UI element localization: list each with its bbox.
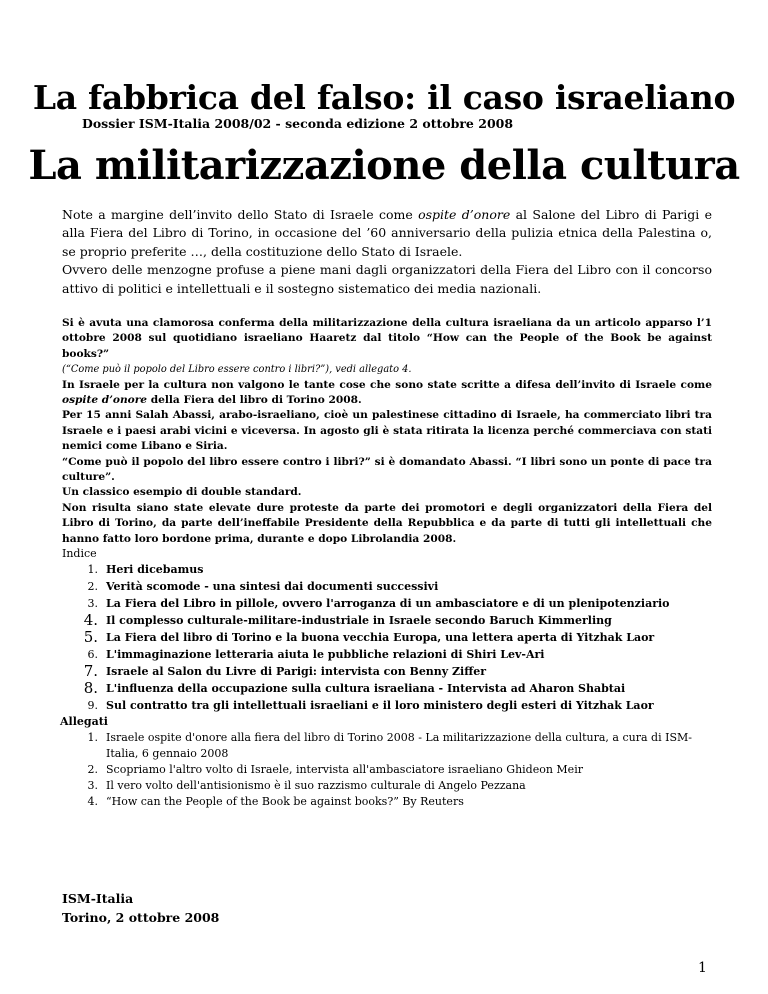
toc-item: 5. La Fiera del libro di Torino e la buona vecchia Europa, una lettera aperta di Yitzhak Laor bbox=[83, 628, 655, 646]
indice-header: Indice bbox=[62, 547, 97, 560]
dossier-subtitle: Dossier ISM-Italia 2008/02 - seconda edizione 2 ottobre 2008 bbox=[82, 116, 514, 131]
bold-paragraph-3: Per 15 anni Salah Abassi, arabo-israeliano, cioè un palestinese cittadino di Israele, ha commerciato libri tra Israele e i paesi arabi vicini e viceversa. In agosto gli è stata ritirata la licenza perché commerciava con stati nemici come Libano e Siria. bbox=[62, 409, 712, 453]
attachment-item: 4. “How can the People of the Book be against books?” By Reuters bbox=[87, 795, 464, 808]
toc-item: 9. Sul contratto tra gli intellettuali israeliani e il loro ministero degli esteri di Yitzhak Laor bbox=[87, 699, 654, 712]
toc-item: 6. L'immaginazione letteraria aiuta le pubbliche relazioni di Shiri Lev-Ari bbox=[87, 648, 545, 661]
table-of-contents bbox=[62, 546, 722, 810]
footer-place-date: Torino, 2 ottobre 2008 bbox=[62, 910, 220, 925]
toc-item: 1. Heri dicebamus bbox=[87, 563, 204, 576]
toc-item: 7. Israele al Salon du Livre di Parigi: intervista con Benny Ziffer bbox=[83, 662, 487, 680]
intro-paragraph-2: Ovvero delle menzogne profuse a piene mani dagli organizzatori della Fiera del Libro con il concorso attivo di politici e intellettuali e il sostegno sistematico dei media nazionali. bbox=[62, 262, 712, 296]
toc-item: 2. Verità scomode - una sintesi dai documenti successivi bbox=[87, 580, 439, 593]
bold-paragraph-2: In Israele per la cultura non valgono le tante cose che sono state scritte a difesa dell’invito di Israele come ospite d’onore della Fiera del libro di Torino 2008. bbox=[62, 378, 712, 407]
intro-paragraph-1: Note a margine dell’invito dello Stato di Israele come ospite d’onore al Salone del Libro di Parigi e alla Fiera del Libro di Torino, in occasione del ’60 anniversario della pulizia etnica della Palestina o, se proprio preferite …, della costituzione dello Stato di Israele. bbox=[62, 207, 712, 259]
toc-item: 4. Il complesso culturale-militare-industriale in Israele secondo Baruch Kimmerling bbox=[83, 611, 612, 629]
allegati-header: Allegati bbox=[60, 715, 108, 728]
intro-section bbox=[62, 206, 712, 298]
attachment-item: 2. Scopriamo l'altro volto di Israele, intervista all'ambasciatore israeliano Ghideon Meir bbox=[87, 763, 583, 776]
emphasis-ospite: ospite d’onore bbox=[418, 207, 511, 222]
bold-paragraph-note: (“Come può il popolo del Libro essere contro i libri?”), vedi allegato 4. bbox=[62, 364, 412, 376]
bold-section bbox=[62, 316, 712, 547]
footer-org: ISM-Italia bbox=[62, 891, 134, 906]
toc-item: 8. L'influenza della occupazione sulla cultura israeliana - Intervista ad Aharon Shabtai bbox=[83, 679, 626, 697]
document-title: La fabbrica del falso: il caso israeliano bbox=[32, 78, 736, 117]
bold-paragraph-4: “Come può il popolo del libro essere contro i libri?” si è domandato Abassi. “I libri sono un ponte di pace tra culture”. bbox=[62, 455, 712, 484]
toc-item: 3. La Fiera del Libro in pillole, ovvero l'arroganza di un ambasciatore e di un plenipotenziario bbox=[87, 597, 670, 610]
attachment-item: 1. Israele ospite d'onore alla fiera del libro di Torino 2008 - La militarizzazione della cultura, a cura di ISM-Italia, 6 gennaio 2008 bbox=[87, 731, 692, 760]
attachment-item: 3. Il vero volto dell'antisionismo è il suo razzismo culturale di Angelo Pezzana bbox=[87, 779, 526, 792]
main-title: La militarizzazione della cultura bbox=[28, 142, 740, 189]
bold-paragraph-5: Un classico esempio di double standard. bbox=[62, 486, 302, 499]
bold-paragraph-6: Non risulta siano state elevate dure proteste da parte dei promotori e degli organizzatori della Fiera del Libro di Torino, da parte dell’ineffabile Presidente della Repubblica e da parte di tutti gli intellettuali che hanno fatto loro bordone prima, durante e dopo Librolandia 2008. bbox=[62, 501, 712, 545]
page-number: 1 bbox=[698, 960, 707, 976]
signature-block bbox=[62, 889, 219, 927]
bold-paragraph-1: Si è avuta una clamorosa conferma della militarizzazione della cultura israeliana da un articolo apparso l’1 ottobre 2008 sul quotidiano israeliano Haaretz dal titolo “How can the People of the Book be against books?” (“Come può il popolo del Libro essere contro i libri?”), vedi allegato 4. bbox=[62, 317, 712, 376]
